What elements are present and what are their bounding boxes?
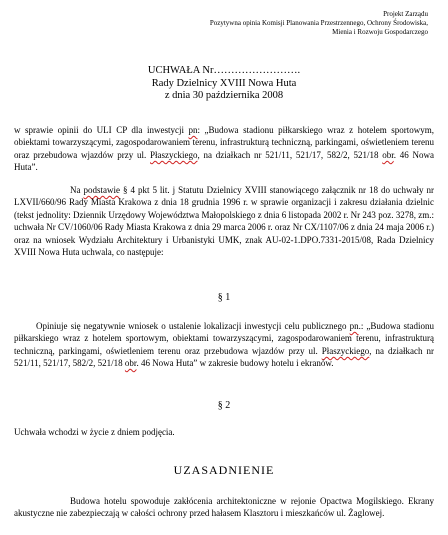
section1-text-2: .: „Budowa stadionu piłkarskiego wraz z hotelem sportowym, obiektami towarzyszącymi, zagospodarowaniem terenu, infrastrukturą techniczną, parkingami, oświetleniem terenu oraz przebudowa wjazdów przy ul. <box>14 321 434 356</box>
section1-text-3: , na działkach nr 521/11, 521/17, 582/2, 521/18 <box>14 345 434 369</box>
section-2-mark: § 2 <box>217 400 231 411</box>
legal-basis-paragraph <box>14 184 434 258</box>
subject-paragraph <box>14 124 434 174</box>
section-2-paragraph: Uchwała wchodzi w życie z dniem podjęcia. <box>14 427 175 437</box>
subject-text-2: : „Budowa stadionu piłkarskiego wraz z hotelem sportowym, obiektami towarzyszącymi, zagospodarowaniem terenu, infrastrukturą techniczną, parkingami, oświetleniem terenu oraz przebudowa wjazdów przy ul. <box>14 125 435 160</box>
subject-flagged-2: Płaszyckiego <box>150 149 198 160</box>
resolution-date: z dnia 30 października 2008 <box>164 90 284 101</box>
basis-text-2: § 4 pkt 5 lit. j Statutu Dzielnicy XVIII stanowiącego załącznik nr 18 do uchwały nr LXVII/660/96 Rady Miasta Krakowa z dnia 18 grudnia 1996 r. w sprawie organizacji i zakresu działania dzielnic (tekst jednolity: Dziennik Urzędowy Województwa Małopolskiego z dnia 6 listopada 2002 r. Nr 243 poz. 3278, zm.: uchwała Nr CV/1060/06 Rady Miasta Krakowa z dnia 29 marca 2006 r. oraz Nr CX/1107/06 z dnia 24 maja 2006 r.) oraz na wniosek Wydziału Architektury i Urbanistyki UMK, znak AU-02-1.DPO.7331-2015/08, Rada Dzielnicy XVIII Nowa Huta uchwala, co następuje: <box>14 185 434 258</box>
section1-flagged-1: pn <box>349 321 359 331</box>
header-line-commission: Mienia i Rozwoju Gospodarczego <box>332 28 428 36</box>
subject-flagged-3: obr <box>382 149 394 160</box>
section-1-mark: § 1 <box>217 292 231 303</box>
subject-text-4: . 46 Nowa Huta”. <box>14 149 434 173</box>
resolution-number: UCHWAŁA Nr……………………. <box>147 65 301 76</box>
justification-heading: UZASADNIENIE <box>173 463 275 477</box>
header-line-project: Projekt Zarządu <box>383 10 428 18</box>
document-header <box>210 10 428 37</box>
section1-flagged-2: Płaszyckiego <box>321 345 370 356</box>
section1-flagged-3: obr <box>124 358 137 369</box>
justification-paragraph: Budowa hotelu spowoduje zakłócenia architektoniczne w rejonie Opactwa Mogilskiego. Ekrany akustyczne nie zabezpieczają w całości ochrony przed hałasem Klasztoru i mieszkańców ul. Żaglowej. <box>14 496 434 519</box>
section1-text-4: . 46 Nowa Huta” w zakresie budowy hotelu i ekranów. <box>136 358 334 369</box>
basis-flagged-1: podstawie <box>83 185 120 195</box>
resolution-title <box>0 65 448 103</box>
subject-text-1: w sprawie opinii do ULI CP dla inwestycji <box>14 125 189 135</box>
subject-text-3: , na działkach nr 521/11, 521/17, 582/2, 521/18 <box>197 149 383 160</box>
header-line-opinion: Pozytywna opinia Komisji Planowania Przestrzennego, Ochrony Środowiska, <box>209 19 428 27</box>
section1-text-1: Opiniuje się negatywnie wniosek o ustalenie lokalizacji inwestycji celu publicznego <box>36 321 350 331</box>
section-1-paragraph <box>14 320 434 370</box>
council-name: Rady Dzielnicy XVIII Nowa Huta <box>151 77 297 89</box>
subject-flagged-1: pn <box>188 125 198 135</box>
basis-text-1: Na <box>70 185 84 195</box>
